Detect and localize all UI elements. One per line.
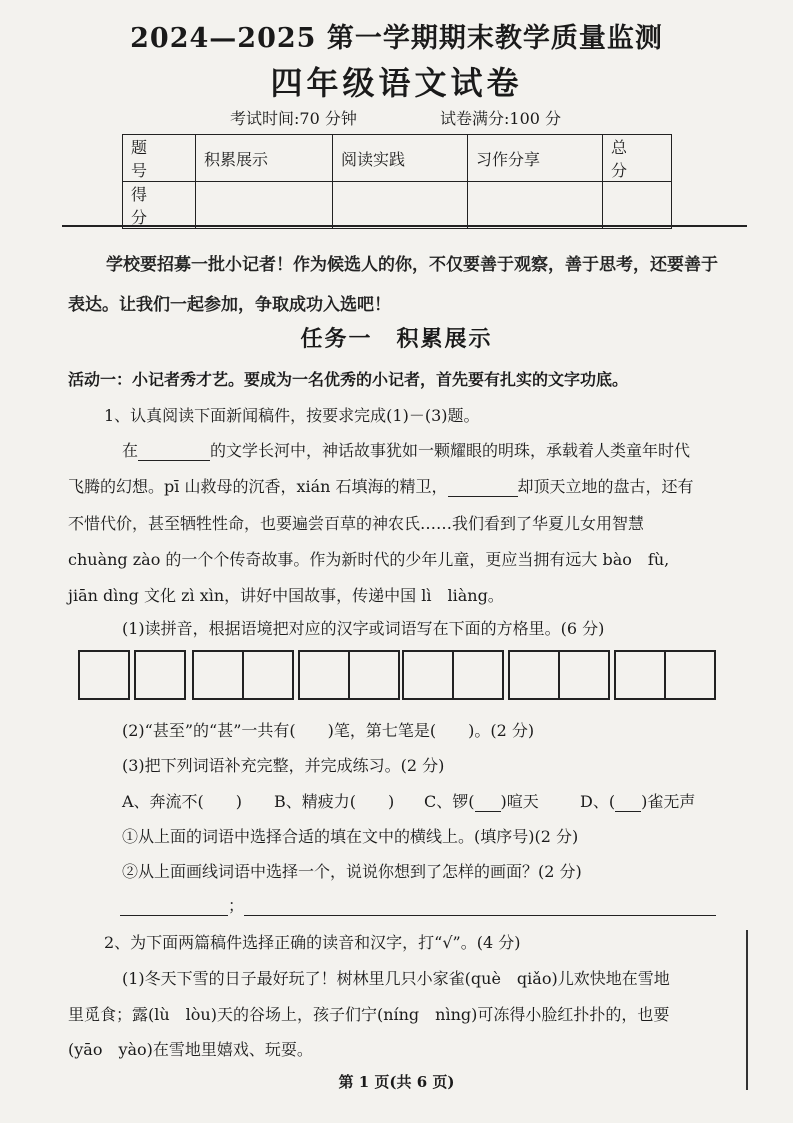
q2-line-3: (yāo yào)在雪地里嬉戏、玩耍。 <box>68 1040 313 1059</box>
score-table-header-row <box>123 135 672 182</box>
score-table-header-cell: 阅读实践 <box>333 135 468 182</box>
answer-blank[interactable] <box>138 460 210 461</box>
answer-blank[interactable] <box>615 811 641 812</box>
grid-cell[interactable] <box>194 652 242 698</box>
grid-cell[interactable] <box>616 652 664 698</box>
passage-line-2 <box>68 474 694 497</box>
passage-text: 在 <box>122 441 139 460</box>
activity-1: 活动一：小记者秀才艺。要成为一名优秀的小记者，首先要有扎实的文字功底。 <box>68 370 629 389</box>
option-a: A、奔流不( ) <box>122 792 243 811</box>
passage-line-1 <box>122 438 690 461</box>
passage-text: 的文学长河中，神话故事犹如一颗耀眼的明珠，承载着人类童年时代 <box>210 441 691 460</box>
passage-text: 飞腾的幻想。pī 山救母的沉香，xián 石填海的精卫， <box>68 477 448 496</box>
grid-cell[interactable] <box>136 652 184 698</box>
section-divider <box>62 225 747 227</box>
question-2: 2、为下面两篇稿件选择正确的读音和汉字，打“√”。(4 分) <box>104 933 521 952</box>
score-table-header-cell: 总分 <box>603 135 672 182</box>
grid-cell[interactable] <box>80 652 128 698</box>
exercise-1: ①从上面的词语中选择合适的填在文中的横线上。(填序号)(2 分) <box>122 827 579 846</box>
exam-full-score: 试卷满分:100 分 <box>440 109 562 128</box>
option-text: C、锣( <box>424 792 475 811</box>
exam-subtitle: 四年级语文试卷 <box>270 64 523 102</box>
score-cell[interactable] <box>468 182 603 229</box>
grid-group <box>402 650 504 700</box>
grid-group <box>508 650 610 700</box>
passage-line-5: jiān dìng 文化 zì xìn，讲好中国故事，传递中国 lì liàng。 <box>68 586 504 605</box>
score-table <box>122 134 672 229</box>
grid-group <box>614 650 716 700</box>
grid-cell[interactable] <box>300 652 348 698</box>
grid-group <box>192 650 294 700</box>
answer-blank[interactable] <box>475 811 501 812</box>
intro-line-2: 表达。让我们一起参加，争取成功入选吧！ <box>68 295 391 315</box>
intro-line-1: 学校要招募一批小记者！作为候选人的你，不仅要善于观察，善于思考，还要善于 <box>106 255 718 275</box>
answer-line-row <box>120 893 716 916</box>
option-b: B、精疲力( ) <box>274 792 395 811</box>
grid-cell[interactable] <box>664 652 714 698</box>
grid-group <box>134 650 186 700</box>
sub-question-2: (2)“甚至”的“甚”一共有( )笔，第七笔是( )。(2 分) <box>122 721 535 740</box>
grid-group <box>78 650 130 700</box>
q2-line-2: 里觅食；露(lù lòu)天的谷场上，孩子们宁(níng nìng)可冻得小脸红扑扑的，也要 <box>68 1005 670 1024</box>
exam-time: 考试时间:70 分钟 <box>230 109 357 128</box>
exam-title: 2024—2025 第一学期期末教学质量监测 <box>130 23 663 54</box>
answer-line[interactable] <box>244 915 716 916</box>
answer-blank[interactable] <box>448 496 518 497</box>
separator: ； <box>228 896 245 915</box>
answer-line[interactable] <box>120 915 228 916</box>
score-table-header-cell: 积累展示 <box>196 135 333 182</box>
passage-line-4: chuàng zào 的一个个传奇故事。作为新时代的少年儿童，更应当拥有远大 bào fù, <box>68 550 670 569</box>
page-edge-line <box>746 930 748 1090</box>
passage-text: 却顶天立地的盘古，还有 <box>517 477 694 496</box>
grid-cell[interactable] <box>404 652 452 698</box>
score-cell[interactable] <box>196 182 333 229</box>
sub-question-3: (3)把下列词语补充完整，并完成练习。(2 分) <box>122 756 445 775</box>
grid-group <box>298 650 400 700</box>
question-1: 1、认真阅读下面新闻稿件，按要求完成(1)－(3)题。 <box>104 406 480 425</box>
grid-cell[interactable] <box>242 652 292 698</box>
page-number: 第 1 页(共 6 页) <box>338 1073 455 1091</box>
option-text: D、( <box>580 792 616 811</box>
q2-line-1: (1)冬天下雪的日子最好玩了！树林里几只小家雀(què qiǎo)儿欢快地在雪地 <box>122 969 670 988</box>
grid-cell[interactable] <box>510 652 558 698</box>
score-table-score-row <box>123 182 672 229</box>
score-table-header-cell: 习作分享 <box>468 135 603 182</box>
grid-cell[interactable] <box>348 652 398 698</box>
option-d <box>580 789 695 812</box>
sub-question-1: (1)读拼音，根据语境把对应的汉字或词语写在下面的方格里。(6 分) <box>122 619 605 638</box>
score-cell[interactable] <box>603 182 672 229</box>
exercise-2: ②从上面画线词语中选择一个，说说你想到了怎样的画面？(2 分) <box>122 862 582 881</box>
passage-line-3: 不惜代价，甚至牺牲性命，也要遍尝百草的神农氏……我们看到了华夏儿女用智慧 <box>68 514 645 533</box>
task1-title: 任务一 积累展示 <box>300 326 493 352</box>
grid-cell[interactable] <box>558 652 608 698</box>
score-table-row-label: 得分 <box>123 182 196 229</box>
option-c <box>424 789 539 812</box>
score-cell[interactable] <box>333 182 468 229</box>
score-table-header-cell: 题号 <box>123 135 196 182</box>
grid-cell[interactable] <box>452 652 502 698</box>
option-text: )雀无声 <box>641 792 696 811</box>
option-text: )喧天 <box>500 792 539 811</box>
